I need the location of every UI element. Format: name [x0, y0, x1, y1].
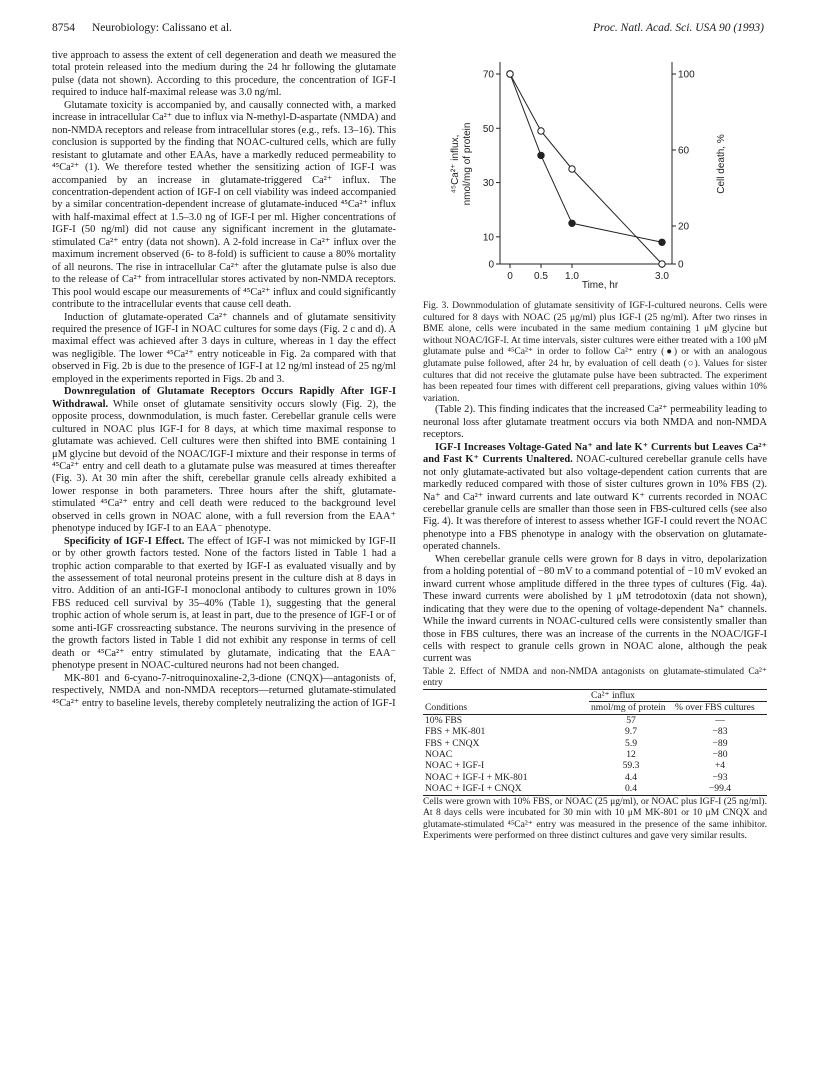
right-tick-label: 20 [678, 221, 690, 233]
paragraph: tive approach to assess the extent of cell degeneration and death we measured the total protein released into the medium during the 24 hr following the glutamate pulse (data not shown). According to this procedure, the concentration of IGF-I required to induce half-maximal release was 3.0 ng/ml. [52, 50, 396, 99]
left-tick-label: 10 [482, 232, 494, 244]
x-tick-label: 3.0 [655, 271, 669, 282]
figure-spacer [423, 50, 767, 300]
row-nmol: 12 [626, 749, 636, 761]
page-number: 8754 [52, 22, 75, 34]
left-tick-label: 70 [482, 69, 494, 81]
row-percent: −99.4 [673, 783, 767, 795]
table-2 [423, 689, 767, 796]
row-percent: −93 [712, 771, 728, 783]
paragraph: MK-801 and 6-cyano-7-nitroquinoxaline-2,3-dione (CNQX)—antagonists of, respectively, NMDA and non-NMDA receptors—returned glutamate-stimulated ⁴⁵Ca²⁺ entry to baseline levels, thereby completely neutralizing the action of IGF-I [52, 672, 396, 709]
section-heading: Downregulation of Glutamate Receptors Occurs Rapidly After IGF-I Withdrawal. [52, 386, 396, 410]
running-header [52, 22, 764, 38]
left-column [52, 50, 396, 710]
table-row [423, 749, 767, 760]
row-nmol: 9.7 [625, 726, 637, 738]
x-tick-label: 0 [507, 271, 513, 282]
row-condition: FBS + MK-801 [425, 726, 486, 738]
paragraph: Induction of glutamate-operated Ca²⁺ channels and of glutamate sensitivity required the presence of IGF-I in NOAC cultures for some days (Fig. 2 c and d). A maximal effect was achieved after 3 days in culture, whereas in 1 day the effect was negligible. The lower ⁴⁵Ca²⁺ entry noticeable in Fig. 2a compared with that observed in Fig. 2b is due to the presence of IGF-I at 12 ng/ml instead of 25 ng/ml employed in the experiments reported in Figs. 2b and 3. [52, 311, 396, 385]
paragraph [52, 386, 396, 535]
figure-caption: Fig. 3. Downmodulation of glutamate sensitivity of IGF-I-cultured neurons. Cells were cultured for 8 days with NOAC (25 μg/ml) plus IGF-I (25 ng/ml). After two rinses in BME alone, cells were incubated in the same medium containing 1 μM glycine but without NOAC/IGF-I. At time intervals, sister cultures were either treated with a 100 μM glutamate pulse and ⁴⁵Ca²⁺ in order to follow Ca²⁺ entry (●) or with an analogous glutamate pulse followed, after 24 hr, by evaluation of cell death (○). Values for sister cultures that did not receive the glutamate pulse have been subtracted. The experiment has been repeated four times with different cell preparations, giving values within 10% variation. [423, 300, 767, 404]
section-heading: IGF-I Increases Voltage-Gated Na⁺ and late K⁺ Currents but Leaves Ca²⁺ and Fast K⁺ Currents Unaltered. [423, 441, 767, 466]
row-condition: NOAC + IGF-I + MK-801 [425, 771, 528, 783]
table-row [423, 726, 767, 737]
paragraph: When cerebellar granule cells were grown for 8 days in vitro, depolarization from a holding potential of −80 mV to a command potential of −10 mV evoked an inward current whose amplitude differed in the three types of cultures (Fig. 4a). These inward currents were abolished by 1 μM tetrodotoxin (data not shown), indicating that they were due to the opening of voltage-dependent Na⁺ channels. While the inward currents in NOAC-cultured cells were consistently smaller than those in FBS cultures, there was an increase of the currents in the NOAC/IGF-I cells with respect to granule cells grown in NOAC alone, although the peak current was [423, 553, 767, 665]
table-caption: Table 2. Effect of NMDA and non-NMDA antagonists on glutamate-stimulated Ca²⁺ entry [423, 665, 767, 689]
row-condition: NOAC + IGF-I [425, 760, 485, 772]
paragraph [52, 536, 396, 673]
table-row [423, 760, 767, 771]
right-tick-label: 100 [678, 69, 695, 81]
table-footnote: Cells were grown with 10% FBS, or NOAC (25 μg/ml), or NOAC plus IGF-I (25 ng/ml). At 8 days cells were incubated for 30 min with 10 μM MK-801 or 10 μM CNQX and glutamate-stimulated ⁴⁵Ca²⁺ entry was measured in the presence of the same inhibitor. Experiments were performed on three distinct cultures and gave very similar results. [423, 795, 767, 842]
row-nmol: 5.9 [625, 737, 637, 749]
table-row [423, 783, 767, 795]
group-header: Ca²⁺ influx [589, 690, 767, 702]
column-header-nmol: nmol/mg of protein [589, 702, 673, 714]
row-percent: — [715, 714, 725, 726]
paragraph [423, 442, 767, 554]
section-heading: Specificity of IGF-I Effect. [64, 535, 185, 547]
right-tick-label: 60 [678, 145, 690, 157]
paragraph: (Table 2). This finding indicates that the increased Ca²⁺ permeability leading to neuronal loss after glutamate treatment occurs via both NMDA and non-NMDA receptors. [423, 404, 767, 441]
table-row [423, 738, 767, 749]
paragraph: Glutamate toxicity is accompanied by, and causally connected with, a marked increase in intracellular Ca²⁺ due to influx via N-methyl-D-aspartate (NMDA) and non-NMDA receptors and release from intracellular stores (e.g., refs. 13–16). This conclusion is supported by the finding that NOAC-cultured cells, which are fully resistant to glutamate and other EAAs, have a markedly reduced permeability to ⁴⁵Ca²⁺ (1). We therefore tested whether the sensitizing action of IGF-I was accompanied by an increase in glutamate-triggered Ca²⁺ influx. The concentration-dependent action of IGF-I on cell viability was indeed accompanied by a similar concentration-dependent increase of glutamate-induced ⁴⁵Ca²⁺ influx with half-maximal effect at 1.5–3.0 ng of IGF-I per ml. Higher concentrations of IGF-I (50 ng/ml) did not cause any significant increment in the glutamate-stimulated Ca²⁺ entry (data not shown). A 2-fold increase in Ca²⁺ influx over the maximum increment observed (6- to 8-fold) is sufficient to cause a 80% mortality of all neurons. The rise in intracellular Ca²⁺ after the glutamate pulse is also due to the release of Ca²⁺ from intracellular stores activated by non-NMDA receptors. This pool would escape our measurements of ⁴⁵Ca²⁺ influx and could significantly contribute to the intracellular events that cause cell death. [52, 99, 396, 311]
left-axis-label-unit: nmol/mg of protein [462, 122, 473, 206]
row-percent: +4 [714, 760, 726, 772]
column-header-percent: % over FBS cultures [673, 702, 767, 714]
right-column [423, 50, 767, 842]
left-tick-label: 50 [482, 123, 494, 135]
row-percent: −83 [712, 726, 728, 738]
right-axis-label: Cell death, % [716, 134, 727, 194]
table-row [423, 714, 767, 726]
right-tick-label: 0 [678, 259, 684, 271]
row-percent: −89 [712, 737, 728, 749]
paragraph-text: While onset of glutamate sensitivity occurs slowly (Fig. 2), the opposite process, downmodulation, is much faster. Cerebellar granule cells were cultured in NOAC plus IGF-I for 8 days, at which time maximal response to glutamate was achieved. Cell cultures were then shifted into BME containing 1 μM glycine but devoid of the NOAC/IGF-I mixture and their response in terms of ⁴⁵Ca²⁺ entry and cell death to a glutamate pulse was measured at times thereafter (Fig. 3). At 30 min after the shift, cerebellar granule cells already exhibited a lower response in both parameters. Three hours after the shift, glutamate-stimulated ⁴⁵Ca²⁺ entry and cell death were reduced to the background level observed in cells grown in NOAC alone, with a full reversion from the EAA⁺ phenotype induced by IGF-I to an EAA⁻ phenotype. [52, 398, 396, 535]
row-condition: NOAC [425, 749, 453, 761]
section-title: Neurobiology: Calissano et al. [92, 22, 232, 34]
x-tick-label: 0.5 [534, 271, 548, 282]
x-axis-label: Time, hr [581, 280, 619, 291]
paragraph-text: The effect of IGF-I was not mimicked by IGF-II or by other growth factors tested. None of the factors listed in Table 1 had a trophic action comparable to that exerted by IGF-I as evaluated visually and by the assessement of total neuronal proteins present in the culture dish at 8 days in vitro. Addition of an anti-IGF-I monoclonal antibody to cultures grown in 10% FBS reduced cell survival by 35–40% (Table 1), suggesting that the general trophic action of whole serum is, at least in part, due to the presence of IGF-I or of some anti-IGF crossreacting substance. The neurons surviving in the presence of the growth factors listed in Table 1 did not exhibit any response in terms of cell death or ⁴⁵Ca²⁺ entry stimulated by glutamate, indicating that the EAA⁻ phenotype present in NOAC-cultured neurons had not been changed. [52, 535, 396, 672]
row-nmol: 4.4 [625, 771, 637, 783]
row-condition: NOAC + IGF-I + CNQX [423, 783, 589, 795]
row-percent: −80 [712, 749, 728, 761]
row-nmol: 59.3 [622, 760, 640, 772]
paragraph-text: NOAC-cultured cerebellar granule cells have not only glutamate-activated but also voltage-dependent cation currents that are markedly reduced compared with those of sister cultures grown in 10% FBS (2). Na⁺ and Ca²⁺ inward currents and late outward K⁺ currents recorded in NOAC cerebellar granule cells are smaller than those seen in FBS-cultured cells (see also Fig. 4). It was therefore of interest to assess whether IGF-I could revert the NOAC phenotype into a FBS phenotype in analogy with the observation on glutamate-operated channels. [423, 454, 767, 553]
column-header-conditions: Conditions [423, 702, 589, 714]
row-nmol: 0.4 [589, 783, 673, 795]
journal-reference: Proc. Natl. Acad. Sci. USA 90 (1993) [593, 22, 764, 34]
left-axis-label: ⁴⁵Ca²⁺ influx, [450, 134, 461, 194]
row-nmol: 57 [626, 714, 636, 726]
left-tick-label: 0 [488, 259, 494, 271]
row-condition: 10% FBS [425, 714, 463, 726]
x-tick-label: 1.0 [565, 271, 579, 282]
table-row [423, 772, 767, 783]
row-condition: FBS + CNQX [425, 737, 480, 749]
left-tick-label: 30 [482, 178, 494, 190]
